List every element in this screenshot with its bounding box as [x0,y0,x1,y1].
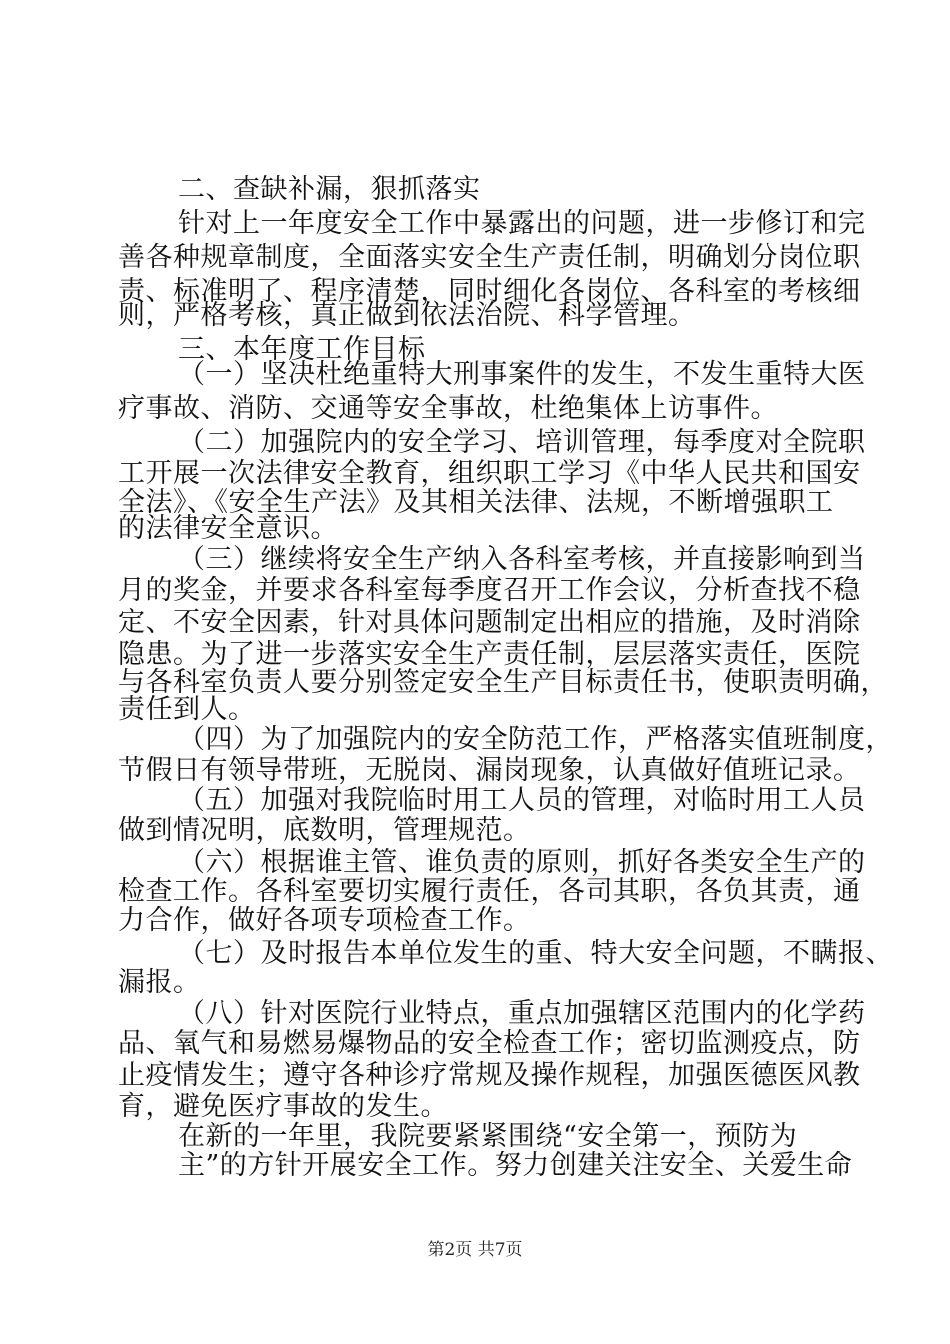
paragraph-line: 检查工作。各科室要切实履行责任，各司其职，各负其责，通 [118,876,861,907]
paragraph-line: 在新的一年里，我院要紧紧围绕“安全第一，预防为 [178,1121,798,1152]
paragraph-line: （三）继续将安全生产纳入各科室考核，并直接影响到当 [178,544,866,575]
paragraph-line: （二）加强院内的安全学习、培训管理，每季度对全院职 [178,427,866,458]
paragraph-line: 育，避免医疗事故的发生。 [118,1091,448,1122]
page-number-footer: 第2页 共7页 [427,1240,523,1260]
paragraph-line: 月的奖金，并要求各科室每季度召开工作会议，分析查找不稳 [118,575,861,606]
paragraph-line: 止疫情发生；遵守各种诊疗常规及操作规程，加强医德医风教 [118,1060,861,1091]
paragraph-line: （一）坚决杜绝重特大刑事案件的发生，不发生重特大医 [178,359,866,390]
paragraph-line: （八）针对医院行业特点，重点加强辖区范围内的化学药 [178,998,866,1029]
paragraph-line: 疗事故、消防、交通等安全事故，杜绝集体上访事件。 [118,393,778,424]
paragraph-line: 工开展一次法律安全教育，组织职工学习《中华人民共和国安 [118,458,861,489]
paragraph-line: 隐患。为了进一步落实安全生产责任制，层层落实责任，医院 [118,639,861,670]
paragraph-line: 则，严格考核，真正做到依法治院、科学管理。 [118,300,696,331]
paragraph-line: 定、不安全因素，针对具体问题制定出相应的措施，及时消除 [118,607,861,638]
paragraph-line: 责、标准明了、程序清楚，同时细化各岗位、各科室的考核细 [118,276,861,307]
section-heading-two: 二、查缺补漏，狠抓落实 [178,174,481,205]
paragraph-line: （四）为了加强院内的安全防范工作，严格落实值班制度， [178,724,893,755]
paragraph-line: （七）及时报告本单位发生的重、特大安全问题，不瞒报、 [178,938,893,969]
paragraph-line: 品、氧气和易燃易爆物品的安全检查工作；密切监测疫点，防 [118,1028,861,1059]
paragraph-line: 的法律安全意识。 [118,513,338,544]
paragraph-line: 做到情况明，底数明，管理规范。 [118,815,531,846]
paragraph-line: （五）加强对我院临时用工人员的管理，对临时用工人员 [178,785,866,816]
paragraph-line: 针对上一年度安全工作中暴露出的问题，进一步修订和完 [178,208,866,239]
paragraph-line: 节假日有领导带班，无脱岗、漏岗现象，认真做好值班记录。 [118,755,861,786]
paragraph-line: 善各种规章制度，全面落实安全生产责任制，明确划分岗位职 [118,242,861,273]
paragraph-line: 与各科室负责人要分别签定安全生产目标责任书，使职责明确， [118,667,888,698]
section-heading-three: 三、本年度工作目标 [178,334,426,365]
paragraph-line: 漏报。 [118,967,201,998]
paragraph-line: 责任到人。 [118,694,256,725]
paragraph-line: 主”的方针开展安全工作。努力创建关注安全、关爱生命 [178,1150,853,1181]
paragraph-line: 全法》、《安全生产法》及其相关法律、法规，不断增强职工 [118,487,834,518]
paragraph-line: （六）根据谁主管、谁负责的原则，抓好各类安全生产的 [178,847,866,878]
paragraph-line: 力合作，做好各项专项检查工作。 [118,905,531,936]
